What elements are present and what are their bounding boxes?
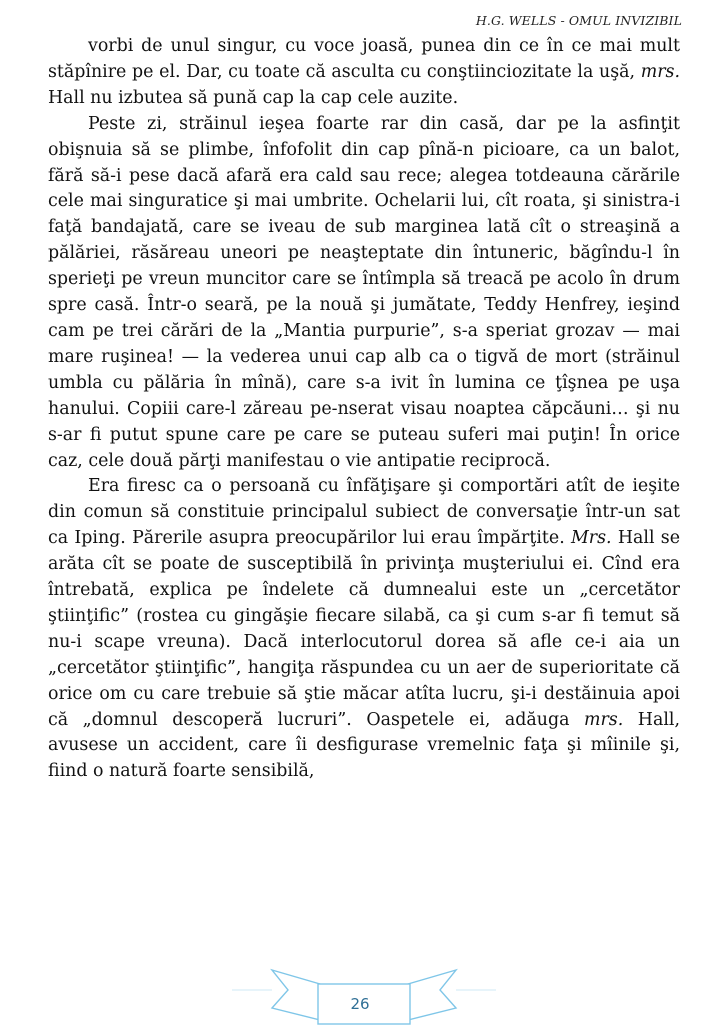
text-run: vorbi de unul singur, cu voce joasă, punea din ce în ce mai mult stăpînire pe el. Dar, cu toate că asculta cu conştiinciozitate la uşă, (48, 36, 680, 82)
paragraph (48, 112, 680, 475)
body-text (48, 34, 680, 785)
text-run: Era firesc ca o persoană cu înfăţişare şi comportări atît de ieşite din comun să constituie principalul subiect de conversaţie într-un sat ca Iping. Părerile asupra preocupărilor lui erau împărţite. (48, 476, 680, 549)
text-run: Hall se arăta cît se poate de susceptibilă în privinţa muşteriului ei. Cînd era întrebată, explica pe îndelete că dumnealui este un „cercetător ştiinţific” (rostea cu gingăşie fiecare silabă, ca şi cum s-ar fi temut să nu-i scape vreuna). Dacă interlocutorul dorea să afle ce-i aia un „cercetător ştiinţific”, hangiţa răspundea cu un aer de superioritate că orice om cu care trebuie să ştie măcar atîta lucru, şi-i destăinuia apoi că „domnul descoperă lucruri”. Oaspetele ei, adăuga (48, 528, 680, 730)
text-run: Hall nu izbutea să pună cap la cap cele auzite. (48, 87, 459, 108)
italic-text-run: mrs. (584, 709, 624, 730)
running-header: H.G. WELLS - OMUL INVIZIBIL (475, 13, 682, 28)
paragraph (48, 34, 680, 112)
text-run: Hall, avusese un accident, care îi desfigurase vremelnic faţa şi mîinile şi, fiind o natură foarte sensibilă, (48, 709, 680, 782)
italic-text-run: mrs. (640, 61, 680, 82)
italic-text-run: Mrs. (571, 528, 612, 549)
paragraph (48, 474, 680, 785)
text-run: Peste zi, străinul ieşea foarte rar din casă, dar pe la asfinţit obişnuia să se plimbe, înfofolit din cap pînă-n picioare, ca un balot, fără să-i pese dacă afară era cald sau rece; alegea totdeauna cărările cele mai singuratice şi mai umbrite. Ochelarii lui, cît roata, şi sinistra-i faţă bandajată, care se iveau de sub marginea lată cît o streaşină a pălăriei, răsăreau uneori pe neaşteptate din întuneric, băgîndu-l în sperieţi pe vreun muncitor care se întîmpla să treacă pe acolo în drum spre casă. Într-o seară, pe la nouă şi jumătate, Teddy Henfrey, ieşind cam pe trei cărări de la „Mantia purpurie”, s-a speriat grozav — mai mare ruşinea! — la vederea unui cap alb ca o tigvă de mort (străinul umbla cu pălăria în mînă), care s-a ivit în lumina ce ţîşnea pe uşa hanului. Copiii care-l zăreau pe-nserat visau noaptea căpcăuni… şi nu s-ar fi putut spune care pe care se puteau suferi mai puţin! În orice caz, cele două părţi manifestau o vie antipatie reciprocă. (48, 113, 680, 471)
page-number: 26 (350, 995, 370, 1013)
